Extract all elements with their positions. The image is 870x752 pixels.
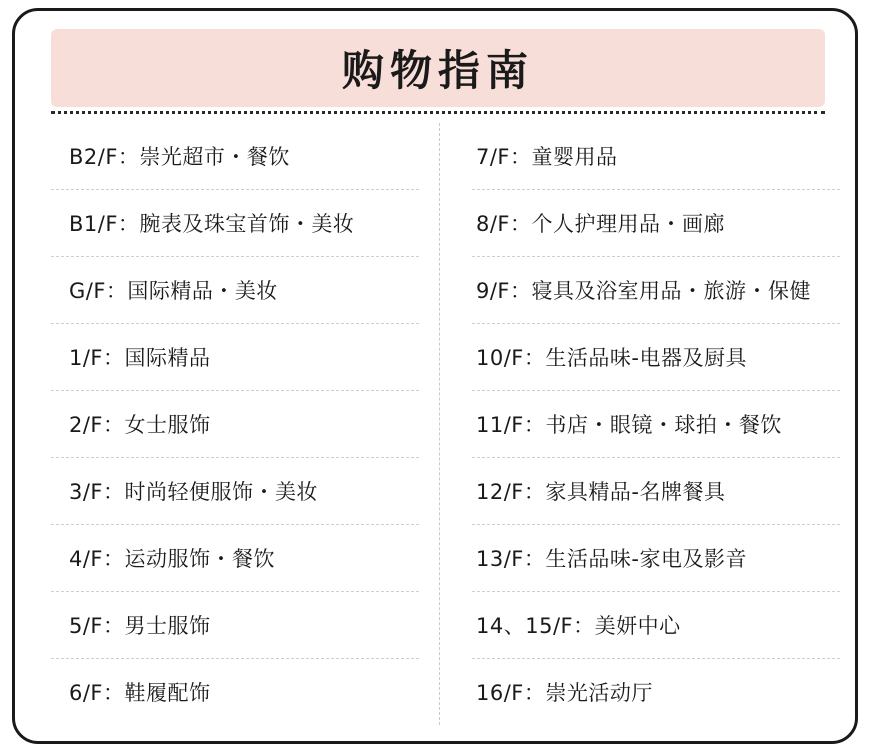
dotted-divider (51, 111, 825, 114)
list-item: 5/F：男士服饰 (51, 592, 419, 659)
shopping-guide-card (12, 8, 858, 744)
list-item: 3/F：时尚轻便服饰・美妆 (51, 458, 419, 525)
list-item: 12/F：家具精品-名牌餐具 (472, 458, 840, 525)
floor-list-right (440, 123, 840, 725)
list-item: 8/F：个人护理用品・画廊 (472, 190, 840, 257)
list-item: 2/F：女士服饰 (51, 391, 419, 458)
page-title: 购物指南 (341, 46, 534, 95)
list-item: 7/F：童婴用品 (472, 123, 840, 190)
list-item: 16/F：崇光活动厅 (476, 681, 653, 705)
list-item: B2/F：崇光超市・餐饮 (51, 123, 419, 190)
floor-directory (51, 123, 841, 725)
list-item: 9/F：寝具及浴室用品・旅游・保健 (472, 257, 840, 324)
list-item: 4/F：运动服饰・餐饮 (51, 525, 419, 592)
list-item: G/F：国际精品・美妆 (51, 257, 419, 324)
list-item: 10/F：生活品味-电器及厨具 (472, 324, 840, 391)
list-item: 1/F：国际精品 (51, 324, 419, 391)
list-item: B1/F：腕表及珠宝首饰・美妆 (51, 190, 419, 257)
list-item: 14、15/F：美妍中心 (472, 592, 840, 659)
list-item: 11/F：书店・眼镜・球拍・餐饮 (472, 391, 840, 458)
list-item: 6/F：鞋履配饰 (69, 681, 211, 705)
list-item: 13/F：生活品味-家电及影音 (472, 525, 840, 592)
header-banner (51, 29, 825, 107)
floor-list-left (51, 123, 437, 725)
